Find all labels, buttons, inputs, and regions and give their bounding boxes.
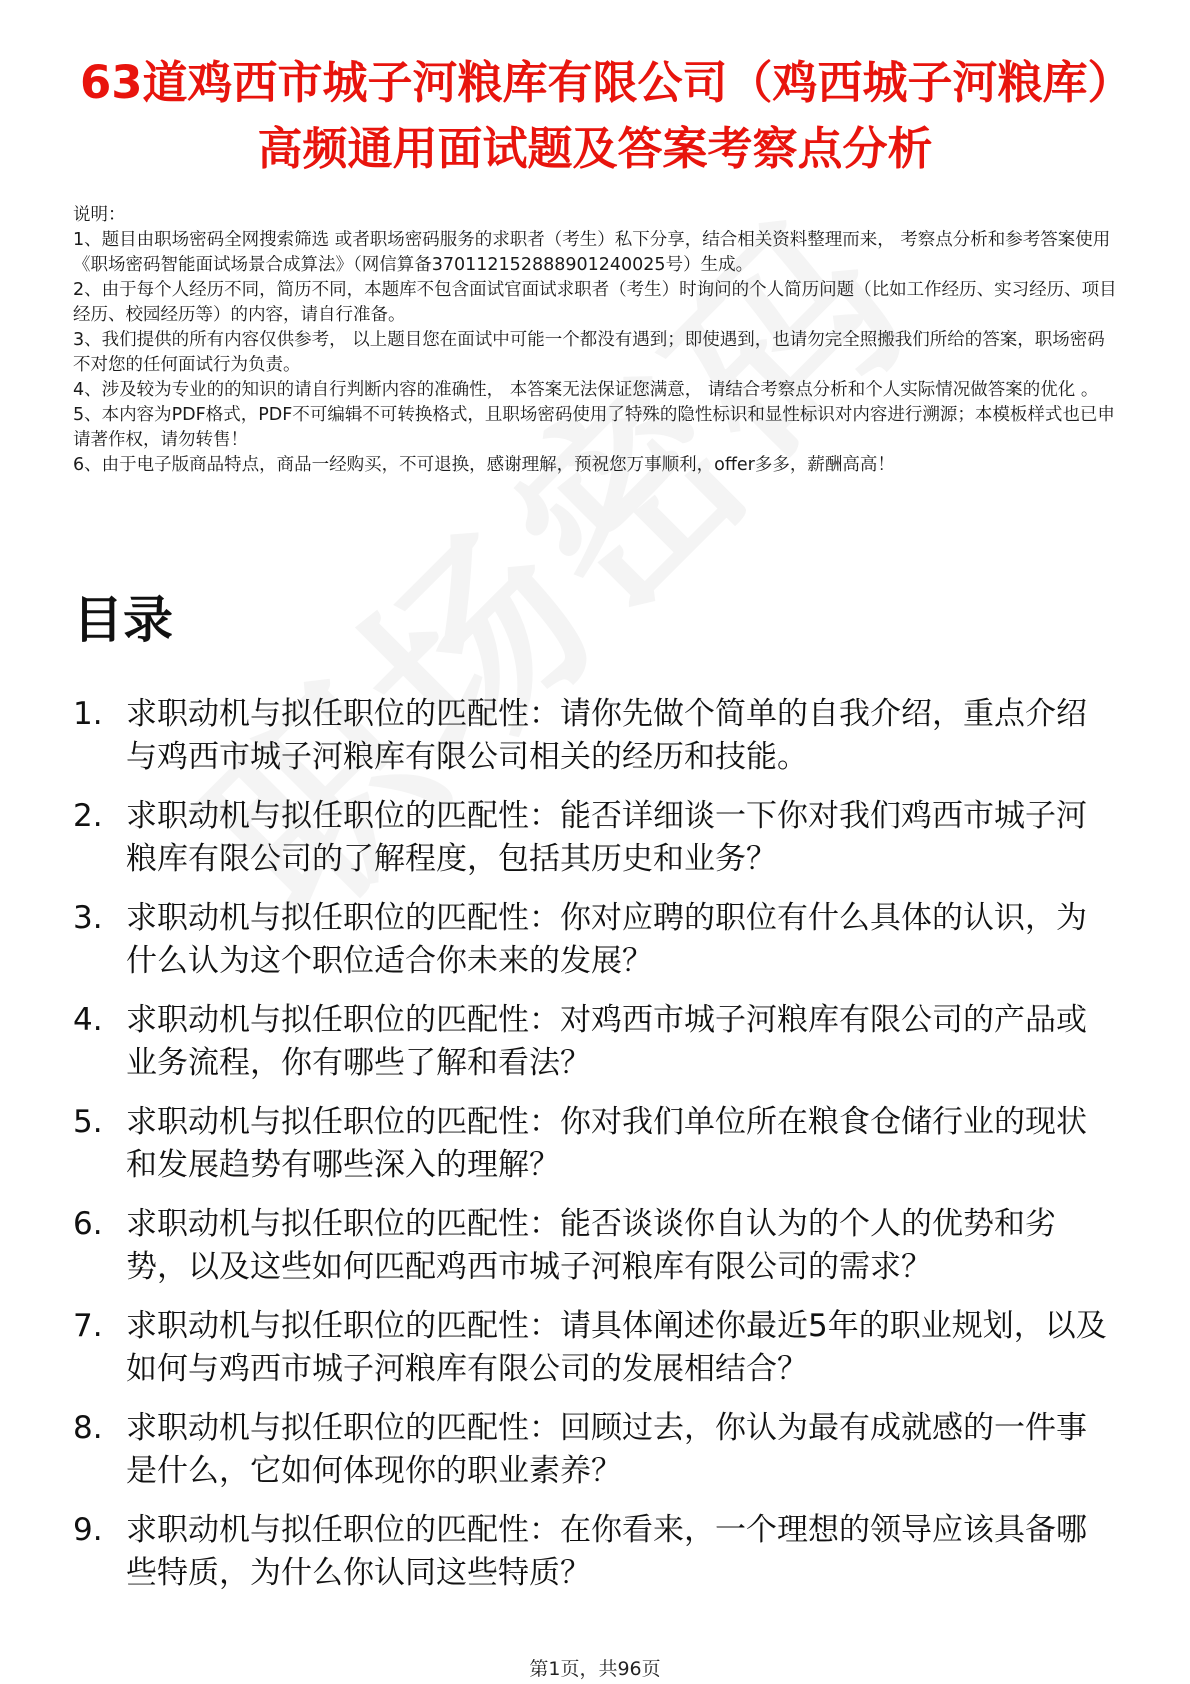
toc-item-number: 1.: [73, 696, 103, 732]
toc-item[interactable]: [73, 1203, 1113, 1305]
toc-item-number: 2.: [73, 798, 103, 834]
note-line: 1、题目由职场密码全网搜索筛选 或者职场密码服务的求职者（考生）私下分享，结合相关资料整理而来， 考察点分析和参考答案使用《职场密码智能面试场景合成算法》（网信算备370112152888901240025号）生成。: [73, 230, 1111, 275]
toc-item-text: 求职动机与拟任职位的匹配性：回顾过去，你认为最有成就感的一件事是什么，它如何体现你的职业素养？: [126, 1410, 1087, 1489]
page-number: 第1页，共96页: [529, 1658, 661, 1680]
toc-list: [73, 693, 1113, 1611]
toc-item-number: 3.: [73, 900, 103, 936]
toc-item[interactable]: [73, 693, 1113, 795]
toc-item[interactable]: [73, 1509, 1113, 1611]
note-line: 4、涉及较为专业的的知识的请自行判断内容的准确性， 本答案无法保证您满意， 请结合考察点分析和个人实际情况做答案的优化 。: [73, 380, 1099, 400]
toc-item-text: 求职动机与拟任职位的匹配性：请具体阐述你最近5年的职业规划，以及如何与鸡西市城子河粮库有限公司的发展相结合？: [126, 1308, 1107, 1387]
toc-item-text: 求职动机与拟任职位的匹配性：你对我们单位所在粮食仓储行业的现状和发展趋势有哪些深入的理解？: [126, 1104, 1087, 1183]
toc-item-number: 9.: [73, 1512, 103, 1548]
toc-item-text: 求职动机与拟任职位的匹配性：你对应聘的职位有什么具体的认识，为什么认为这个职位适合你未来的发展？: [126, 900, 1087, 979]
toc-item[interactable]: [73, 1101, 1113, 1203]
notes-section: [73, 203, 1118, 478]
toc-item-text: 求职动机与拟任职位的匹配性：在你看来，一个理想的领导应该具备哪些特质，为什么你认同这些特质？: [126, 1512, 1087, 1591]
note-line: 5、本内容为PDF格式，PDF不可编辑不可转换格式，且职场密码使用了特殊的隐性标识和显性标识对内容进行溯源；本模板样式也已申请著作权，请勿转售！: [73, 405, 1115, 450]
toc-item[interactable]: [73, 795, 1113, 897]
toc-item[interactable]: [73, 897, 1113, 999]
toc-item-number: 4.: [73, 1002, 103, 1038]
toc-item-text: 求职动机与拟任职位的匹配性：对鸡西市城子河粮库有限公司的产品或业务流程，你有哪些了解和看法？: [126, 1002, 1087, 1081]
note-line: 6、由于电子版商品特点，商品一经购买，不可退换，感谢理解，预祝您万事顺利，offer多多，薪酬高高！: [73, 455, 895, 475]
toc-item-number: 7.: [73, 1308, 103, 1344]
toc-item[interactable]: [73, 1305, 1113, 1407]
toc-item-text: 求职动机与拟任职位的匹配性：能否详细谈一下你对我们鸡西市城子河粮库有限公司的了解程度，包括其历史和业务？: [126, 798, 1087, 877]
toc-item-number: 8.: [73, 1410, 103, 1446]
note-line: 3、我们提供的所有内容仅供参考， 以上题目您在面试中可能一个都没有遇到；即使遇到，也请勿完全照搬我们所给的答案，职场密码不对您的任何面试行为负责。: [73, 330, 1105, 375]
document-title: 63道鸡西市城子河粮库有限公司（鸡西城子河粮库）高频通用面试题及答案考察点分析: [79, 56, 1111, 175]
toc-item-number: 6.: [73, 1206, 103, 1242]
toc-item[interactable]: [73, 999, 1113, 1101]
notes-heading: 说明：: [73, 205, 126, 225]
toc-item[interactable]: [73, 1407, 1113, 1509]
toc-item-number: 5.: [73, 1104, 103, 1140]
toc-item-text: 求职动机与拟任职位的匹配性：能否谈谈你自认为的个人的优势和劣势，以及这些如何匹配鸡西市城子河粮库有限公司的需求？: [126, 1206, 1056, 1285]
note-line: 2、由于每个人经历不同，简历不同，本题库不包含面试官面试求职者（考生）时询问的个人简历问题（比如工作经历、实习经历、项目经历、校园经历等）的内容，请自行准备。: [73, 280, 1117, 325]
toc-heading: 目录: [73, 591, 173, 649]
toc-item-text: 求职动机与拟任职位的匹配性：请你先做个简单的自我介绍，重点介绍与鸡西市城子河粮库有限公司相关的经历和技能。: [126, 696, 1087, 775]
